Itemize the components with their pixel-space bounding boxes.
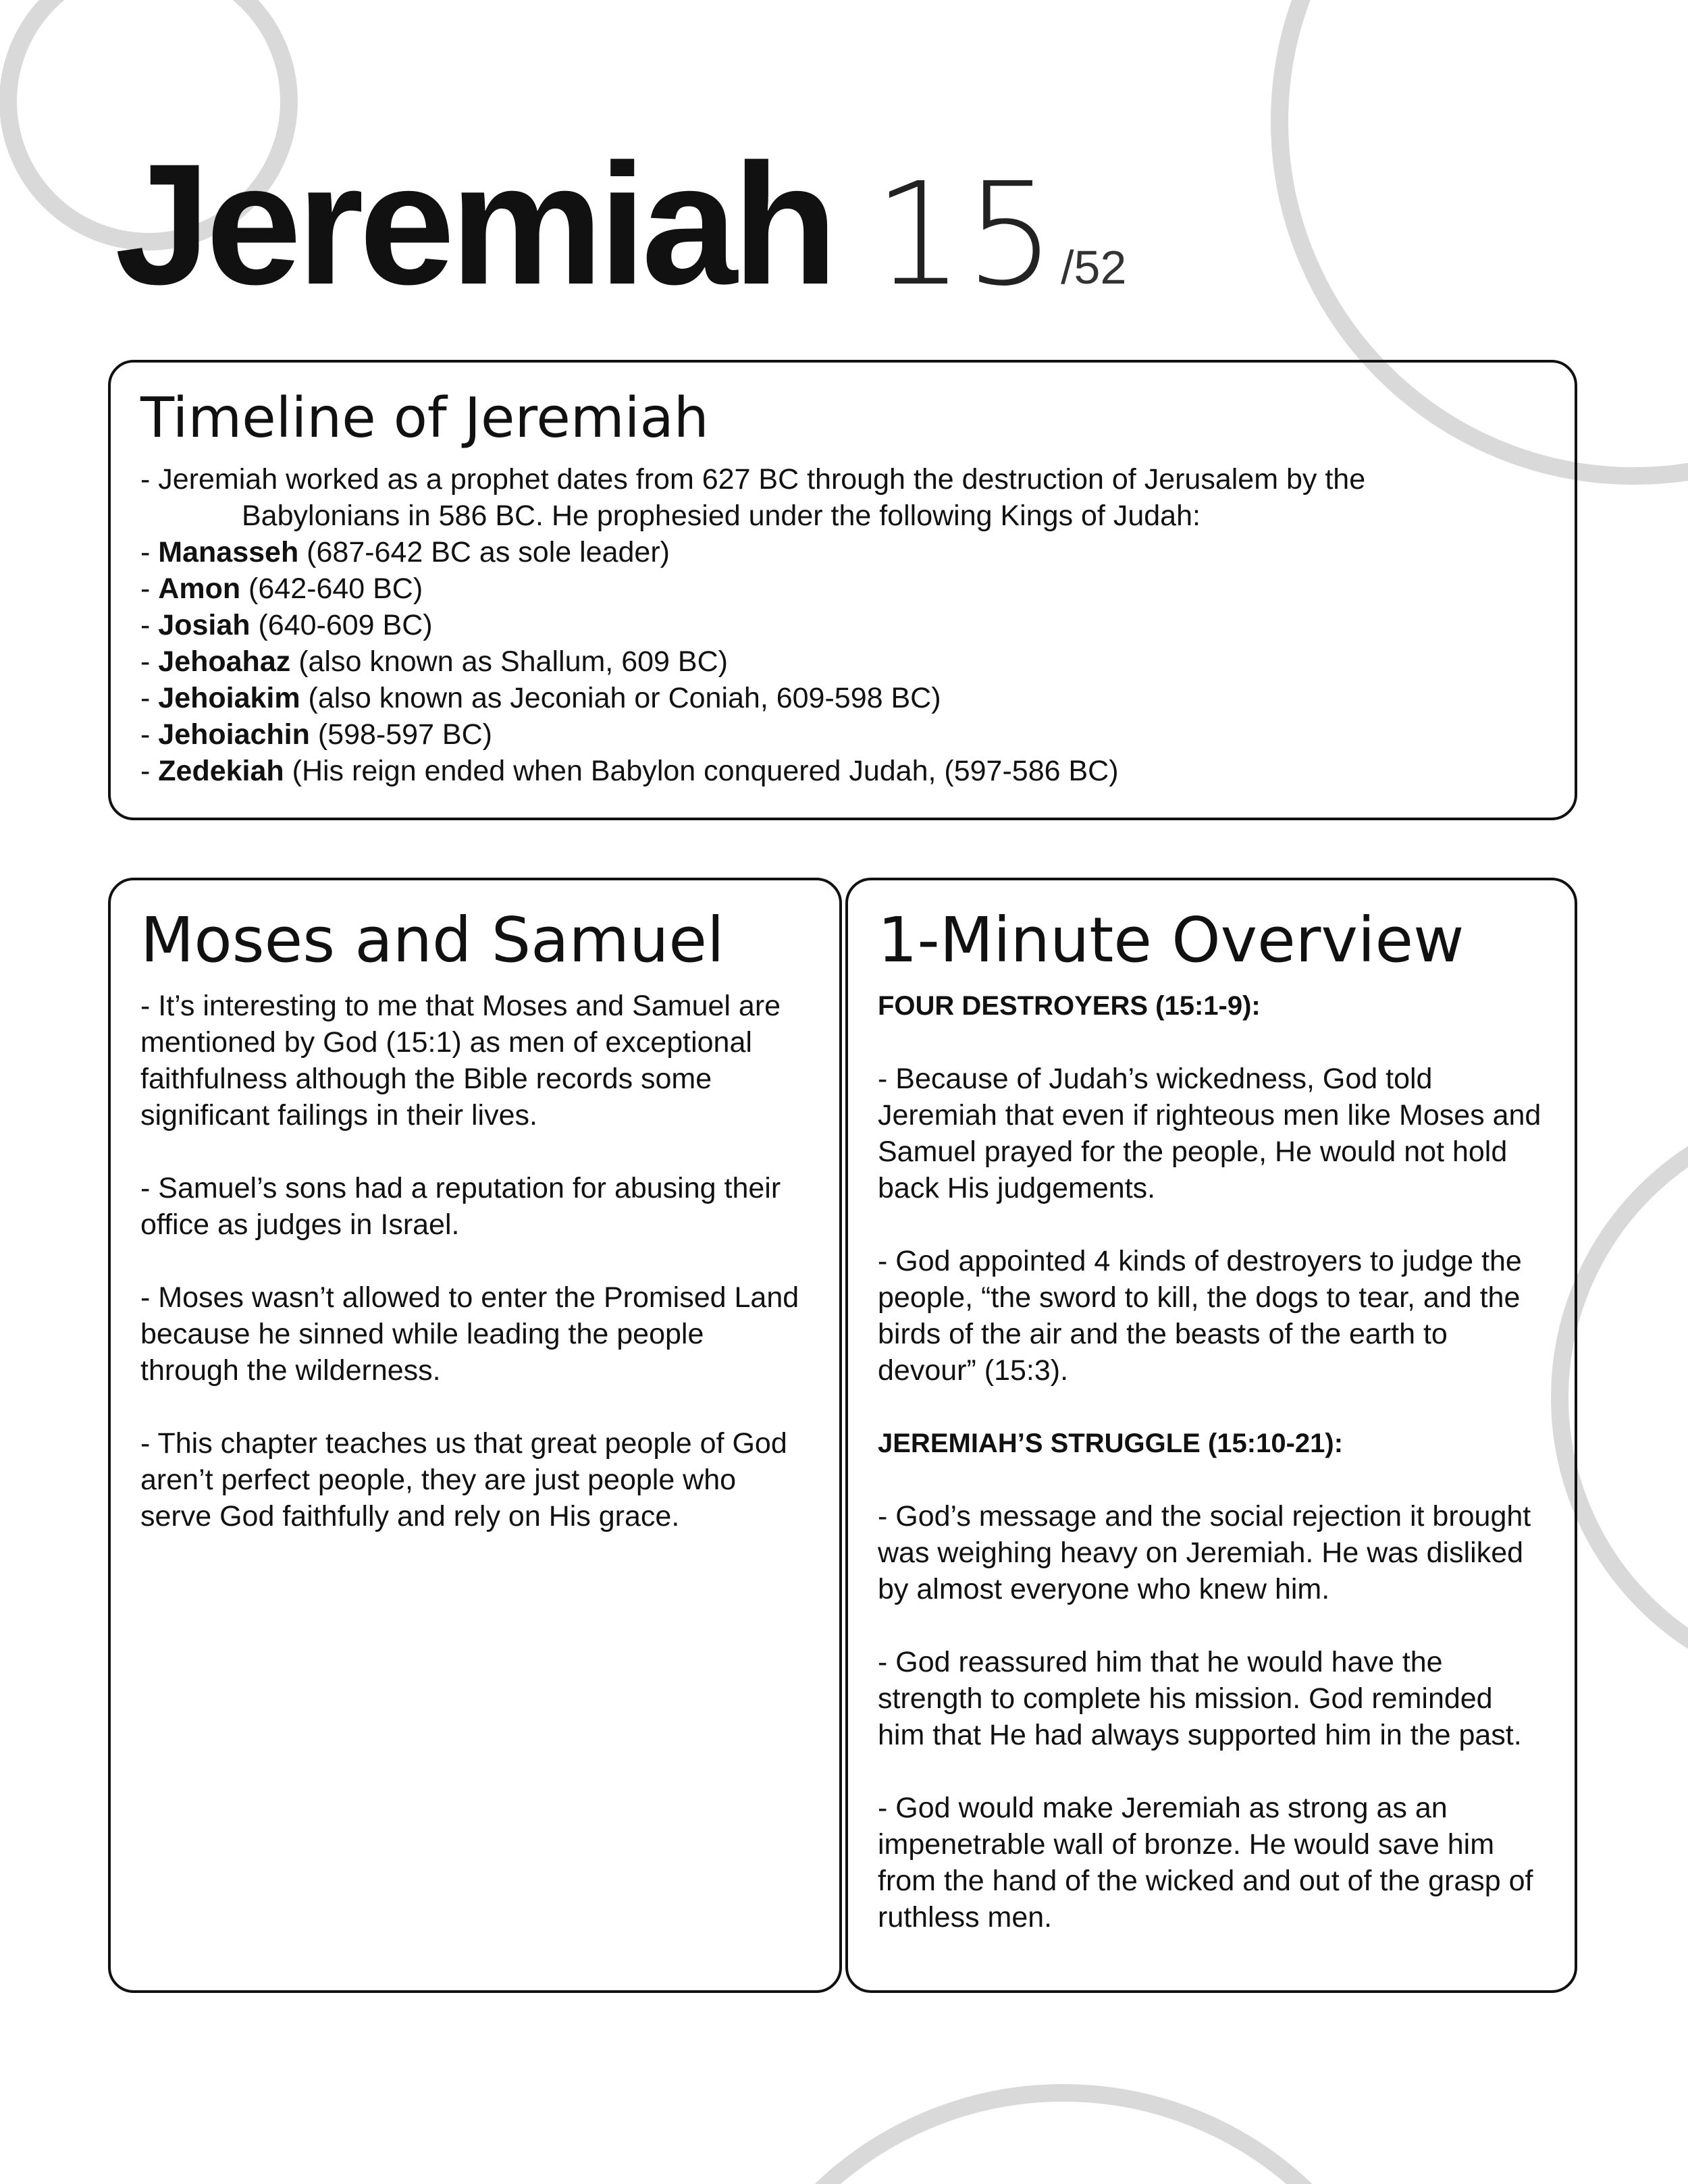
chapter-total: /52 [1061,241,1127,294]
overview-section-title: JEREMIAH’S STRUGGLE (15:10-21): [878,1429,1344,1459]
overview-paragraph: - God appointed 4 kinds of destroyers to judge the people, “the sword to kill, the dogs to tear, and the birds of the air and the beasts of the earth to devour” (15:3). [878,1245,1522,1387]
king-item: - Amon (642-640 BC) [140,572,423,606]
chapter-number: 15 [873,152,1057,317]
overview-paragraph: - God’s message and the social rejection it brought was weighing heavy on Jeremiah. He was disliked by almost everyone who knew him. [878,1500,1531,1606]
king-item: - Jehoiakim (also known as Jeconiah or Coniah, 609-598 BC) [140,682,941,715]
king-item: - Jehoahaz (also known as Shallum, 609 BC) [140,645,728,678]
page-title [115,128,1127,321]
king-name: Josiah [158,609,250,642]
moses-samuel-paragraph: - Samuel’s sons had a reputation for abusing their office as judges in Israel. [140,1172,781,1242]
moses-samuel-card [108,878,842,1993]
king-item: - Manasseh (687-642 BC as sole leader) [140,536,670,569]
overview-paragraph: - Because of Judah’s wickedness, God told Jeremiah that even if righteous men like Moses and Samuel prayed for the people, He would not hold back His judgements. [878,1063,1541,1205]
overview-paragraph: - God reassured him that he would have the strength to complete his mission. God reminded him that He had always supported him in the past. [878,1646,1522,1752]
overview-card [845,878,1577,1993]
timeline-intro-line-2: Babylonians in 586 BC. He prophesied under the following Kings of Judah: [242,500,1201,533]
decor-circle-right [1560,1107,1688,1688]
book-name: Jeremiah [115,128,833,321]
moses-samuel-paragraph: - It’s interesting to me that Moses and Samuel are mentioned by God (15:1) as men of exceptional faithfulness although the Bible records some significant failings in their lives. [140,990,781,1132]
moses-samuel-paragraph: - Moses wasn’t allowed to enter the Promised Land because he sinned while leading the people through the wilderness. [140,1281,799,1387]
king-name: Amon [158,572,241,606]
king-name: Jehoiakim [158,682,300,715]
moses-samuel-heading: Moses and Samuel [140,904,724,976]
king-name: Zedekiah [158,755,284,788]
decor-circle-bottom [712,2093,1415,2184]
king-name: Jehoahaz [158,645,291,678]
timeline-card [108,360,1577,820]
king-item: - Jehoiachin (598-597 BC) [140,718,492,751]
king-name: Jehoiachin [158,718,310,751]
timeline-intro-line-1: - Jeremiah worked as a prophet dates from 627 BC through the destruction of Jerusalem by the [140,463,1366,496]
overview-heading: 1-Minute Overview [878,904,1465,976]
king-item: - Josiah (640-609 BC) [140,609,433,642]
king-item: - Zedekiah (His reign ended when Babylon conquered Judah, (597-586 BC) [140,755,1119,788]
overview-section-title: FOUR DESTROYERS (15:1-9): [878,991,1261,1021]
moses-samuel-paragraph: - This chapter teaches us that great people of God aren’t perfect people, they are just people who serve God faithfully and rely on His grace. [140,1427,787,1533]
king-name: Manasseh [158,536,299,569]
overview-paragraph: - God would make Jeremiah as strong as an impenetrable wall of bronze. He would save him from the hand of the wicked and out of the grasp of ruthless men. [878,1792,1533,1934]
timeline-heading: Timeline of Jeremiah [140,386,709,450]
